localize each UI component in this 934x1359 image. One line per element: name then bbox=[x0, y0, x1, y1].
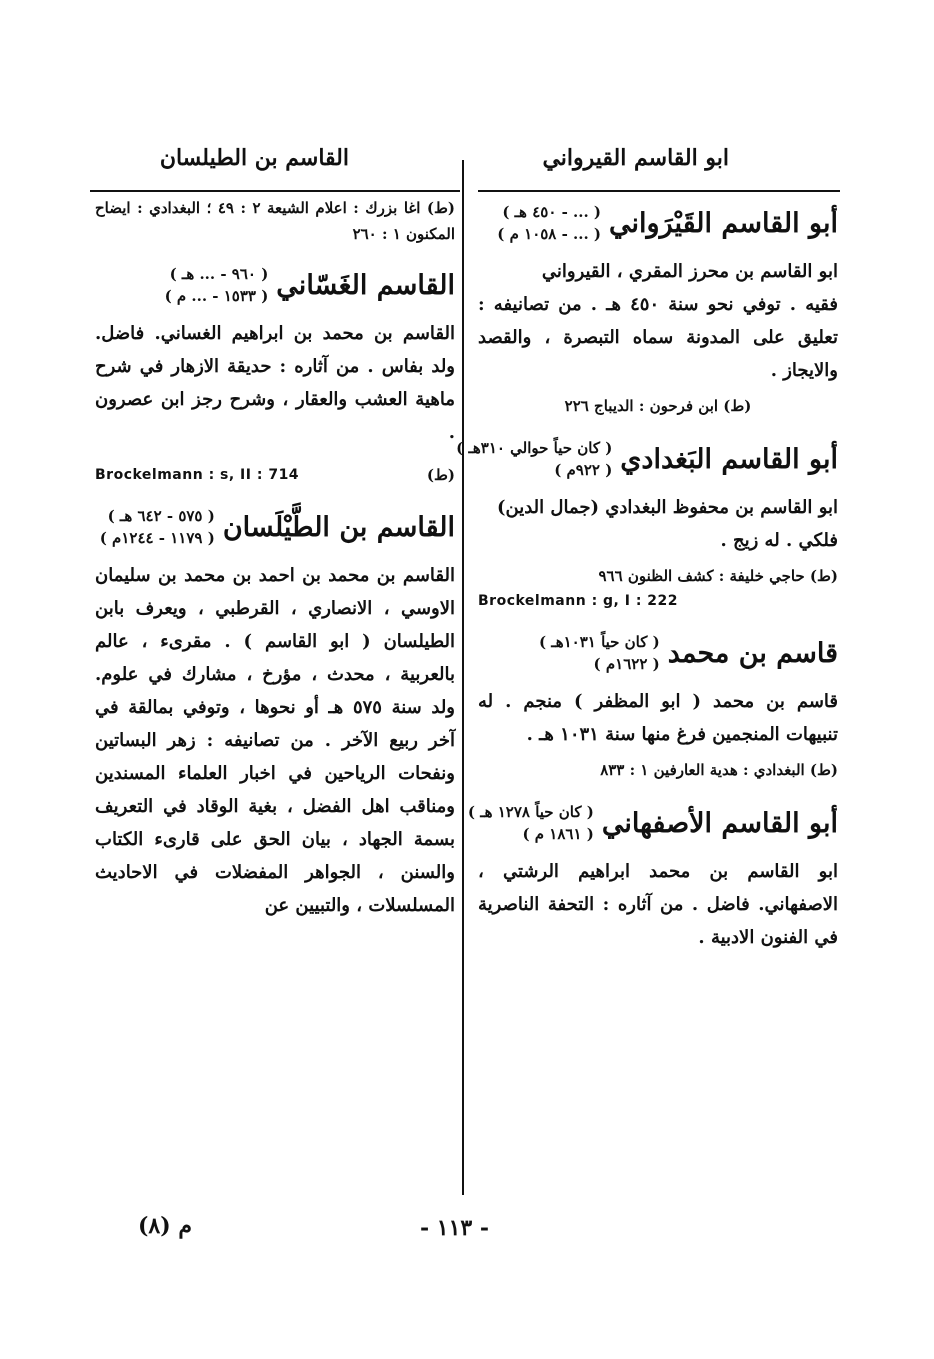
date-gregorian: ( ١٦٢٢م ) bbox=[593, 655, 660, 673]
entry-name: قاسم بن محمد bbox=[667, 637, 838, 669]
entry-source: (ط) البغدادي : هدية العارفين ١ : ٨٣٣ bbox=[600, 761, 838, 779]
entry-heading bbox=[467, 801, 838, 845]
entry-dates bbox=[497, 201, 601, 245]
date-gregorian: ( ... - ١٠٥٨ م ) bbox=[497, 225, 602, 243]
entry-isfahani bbox=[467, 801, 838, 954]
column-divider bbox=[462, 160, 464, 1195]
date-hijri: ( ٥٧٥ - ٦٤٢ هـ ) bbox=[107, 507, 215, 525]
entry-name: أبو القاسم الأصفهاني bbox=[601, 807, 838, 839]
entry-name: القاسم بن الطَّيْلَسان bbox=[222, 511, 455, 543]
entry-body: القاسم بن محمد بن احمد بن محمد بن سليمان الاوسي ، الانصاري ، القرطبي ، ويعرف بابن الطيلسان ( ابو القاسم ) . مقرىء ، عالم بالعربية ، محدث ، مؤرخ ، مشارك في علوم. ولد سنة ٥٧٥ هـ أو نحوها ، وتوفي بمالقة في آخر ربيع الآخر . من تصانيفه : زهر البساتين ونفحات الرياحين في اخبار العلماء المسندين ومناقب اهل الفضل ، بغية الوقاد في التعريف بسمة الجهاد ، بيان الحق على قارىء الكتاب والسنن ، الجواهر المفضلات في الاحاديث المسلسلات ، والتبيين عن bbox=[95, 565, 455, 916]
date-gregorian: ( ١١٧٩ - ١٢٤٤م ) bbox=[99, 529, 215, 547]
entry-dates bbox=[539, 631, 660, 675]
running-header-right: ابو القاسم القيرواني bbox=[542, 145, 729, 171]
entry-name: أبو القاسم البَغدادي bbox=[620, 443, 838, 475]
entry-body: فلكي . له زيج . bbox=[720, 530, 838, 551]
entry-heading bbox=[478, 631, 838, 675]
entry-line: ابو القاسم بن محرز المقري ، القيرواني bbox=[541, 261, 838, 282]
signature-mark: م (٨) bbox=[138, 1213, 192, 1239]
entry-baghdadi bbox=[456, 437, 838, 613]
header-rule-left bbox=[90, 190, 460, 192]
entry-line: ابو القاسم بن محفوظ البغدادي (جمال الدين) bbox=[497, 497, 838, 518]
date-gregorian: ( ١٨٦١ م ) bbox=[522, 825, 594, 843]
entry-body: فقيه . توفي نحو سنة ٤٥٠ هـ . من تصانيفه : تعليق على المدونة سماه التبصرة ، والقصد والايجاز . bbox=[478, 294, 839, 381]
running-header-left: القاسم بن الطيلسان bbox=[159, 145, 349, 171]
date-hijri: ( كان حياً ١٠٣١هـ ) bbox=[538, 633, 660, 651]
entry-source: (ط) ابن فرحون : الديباج ٢٢٦ bbox=[564, 397, 752, 415]
entry-qayrawani bbox=[478, 201, 838, 419]
entry-body: ابو القاسم بن محمد ابراهيم الرشتي ، الاصفهاني. فاضل . من آثاره : التحفة الناصرية في الفنون الادبية . bbox=[478, 861, 838, 948]
entry-latin-source: Brockelmann : s, II : 714 bbox=[95, 467, 300, 483]
continued-source: (ط) اغا بزرك : اعلام الشيعة ٢ : ٤٩ ؛ البغدادي : ايضاح المكنون ١ : ٢٦٠ bbox=[95, 199, 455, 243]
header-rule-right bbox=[478, 190, 840, 192]
entry-heading bbox=[95, 263, 455, 307]
entry-heading bbox=[95, 505, 455, 549]
entry-dates bbox=[165, 263, 269, 307]
left-column bbox=[95, 195, 455, 940]
entry-source: (ط) حاجي خليفة : كشف الظنون ٩٦٦ bbox=[598, 567, 838, 585]
entry-source-row bbox=[95, 463, 455, 487]
entry-latin-source: Brockelmann : g, I : 222 bbox=[478, 593, 679, 609]
entry-dates bbox=[468, 801, 594, 845]
entry-heading bbox=[456, 437, 838, 481]
entry-qasim-bin-muhammad bbox=[478, 631, 838, 783]
date-hijri: ( كان حياً ١٢٧٨ هـ ) bbox=[467, 803, 594, 821]
date-gregorian: ( ١٥٣٣ - ... م ) bbox=[164, 287, 269, 305]
entry-body: قاسم بن محمد ( ابو المظفر ) منجم . له تنبيهات المنجمين فرغ منها سنة ١٠٣١ هـ . bbox=[478, 691, 838, 745]
date-hijri: ( ٩٦٠ - ... هـ ) bbox=[169, 265, 269, 283]
entry-dates bbox=[100, 505, 215, 549]
entry-ghassani bbox=[95, 263, 455, 487]
entry-ibn-al-tayalisan bbox=[95, 505, 455, 922]
entry-name: أبو القاسم القَيْرَواني bbox=[609, 207, 838, 239]
right-column bbox=[456, 195, 839, 972]
entry-heading bbox=[478, 201, 838, 245]
date-hijri: ( ... - ٤٥٠ هـ ) bbox=[502, 203, 602, 221]
date-gregorian: ( ٩٢٢م ) bbox=[554, 461, 613, 479]
entry-name: القاسم الغَسّاني bbox=[276, 269, 455, 301]
entry-body: القاسم بن محمد بن ابراهيم الغساني. فاضل. ولد بفاس . من آثاره : حديقة الازهار في شرح ماهية العشب والعقار ، وشرح رجز ابن عصرون . bbox=[95, 323, 455, 443]
entry-source: (ط) bbox=[426, 466, 455, 484]
entry-dates bbox=[456, 437, 612, 481]
date-hijri: ( كان حياً حوالي ٣١٠هـ ) bbox=[456, 439, 613, 457]
page-number: - ١١٣ - bbox=[420, 1215, 490, 1241]
